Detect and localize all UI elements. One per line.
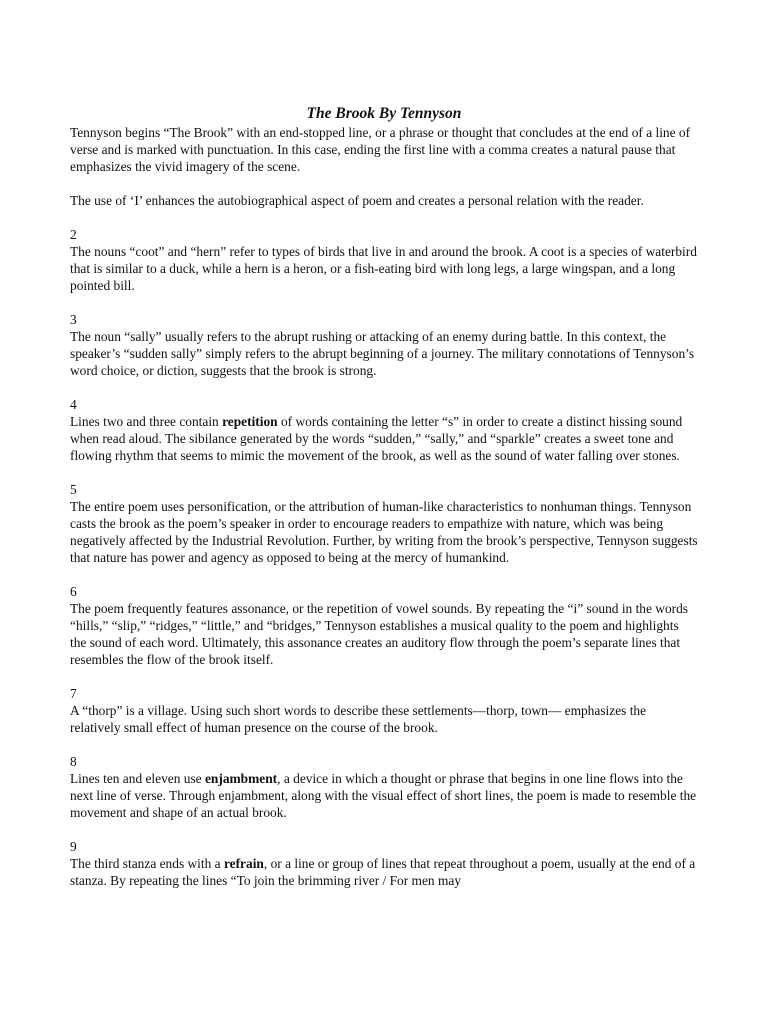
note-4 <box>70 396 698 464</box>
note-text-pre: Lines ten and eleven use <box>70 771 205 786</box>
note-text: The entire poem uses personification, or the attribution of human-like characteristics to nonhuman things. Tennyson casts the brook as the poem’s speaker in order to encourage readers to empathize with nature, which was being negatively affected by the Industrial Revolution. Further, by writing from the brook’s perspective, Tennyson suggests that nature has power and agency as opposed to being at the mercy of humankind. <box>70 499 698 565</box>
note-text-pre: Lines two and three contain <box>70 414 223 429</box>
note-number: 6 <box>70 584 77 599</box>
note-text <box>70 770 698 821</box>
note-text: The nouns “coot” and “hern” refer to types of birds that live in and around the brook. A coot is a species of waterbird that is similar to a duck, while a hern is a heron, or a fish-eating bird with long legs, a large wingspan, and a long pointed bill. <box>70 244 697 293</box>
document-page <box>70 104 698 906</box>
note-number: 5 <box>70 482 77 497</box>
note-text: A “thorp” is a village. Using such short words to describe these settlements—thorp, town— emphasizes the relatively small effect of human presence on the course of the brook. <box>70 703 647 735</box>
note-text: The poem frequently features assonance, or the repetition of vowel sounds. By repeating the “i” sound in the words “hills,” “slip,” “ridges,” “little,” and “bridges,” Tennyson establishes a musical quality to the poem and highlights the sound of each word. Ultimately, this assonance creates an auditory flow through the poem’s separate lines that resembles the flow of the brook itself. <box>70 601 689 667</box>
note-number: 7 <box>70 686 77 701</box>
note-text <box>70 855 698 889</box>
note-9 <box>70 838 698 889</box>
note-1-paragraph: The use of ‘I’ enhances the autobiographical aspect of poem and creates a personal relation with the reader. <box>70 193 644 208</box>
term-refrain: refrain <box>223 856 264 871</box>
term-repetition: repetition <box>222 414 278 429</box>
note-7 <box>70 685 698 736</box>
term-enjambment: enjambment <box>204 771 278 786</box>
document-title: The Brook By Tennyson <box>306 105 462 122</box>
note-number: 3 <box>70 312 77 327</box>
note-2 <box>70 226 698 294</box>
note-number: 9 <box>70 839 77 854</box>
note-number: 4 <box>70 397 77 412</box>
note-5 <box>70 481 698 566</box>
note-8 <box>70 753 698 821</box>
note-3 <box>70 311 698 379</box>
intro-paragraph: Tennyson begins “The Brook” with an end-stopped line, or a phrase or thought that concludes at the end of a line of verse and is marked with punctuation. In this case, ending the first line with a comma creates a natural pause that emphasizes the vivid imagery of the scene. <box>70 125 691 174</box>
note-number: 2 <box>70 227 77 242</box>
note-text-post: , or a line or group of lines that repeat throughout a poem, usually at the end of a stanza. By repeating the lines “To join the brimming river / For men may <box>70 856 696 888</box>
note-text-pre: The third stanza ends with a <box>70 856 224 871</box>
note-number: 8 <box>70 754 77 769</box>
note-text-post: , a device in which a thought or phrase that begins in one line flows into the next line of verse. Through enjambment, along with the visual effect of short lines, the poem is made to resemble the movement and shape of an actual brook. <box>70 771 697 820</box>
note-text: The noun “sally” usually refers to the abrupt rushing or attacking of an enemy during battle. In this context, the speaker’s “sudden sally” simply refers to the abrupt beginning of a journey. The military connotations of Tennyson’s word choice, or diction, suggests that the brook is strong. <box>70 329 695 378</box>
note-text <box>70 413 698 464</box>
note-text-post: of words containing the letter “s” in order to create a distinct hissing sound when read aloud. The sibilance generated by the words “sudden,” “sally,” and “sparkle” creates a sweet tone and flowing rhythm that seems to mimic the movement of the brook, as well as the sound of water falling over stones. <box>70 414 683 463</box>
note-6 <box>70 583 698 668</box>
